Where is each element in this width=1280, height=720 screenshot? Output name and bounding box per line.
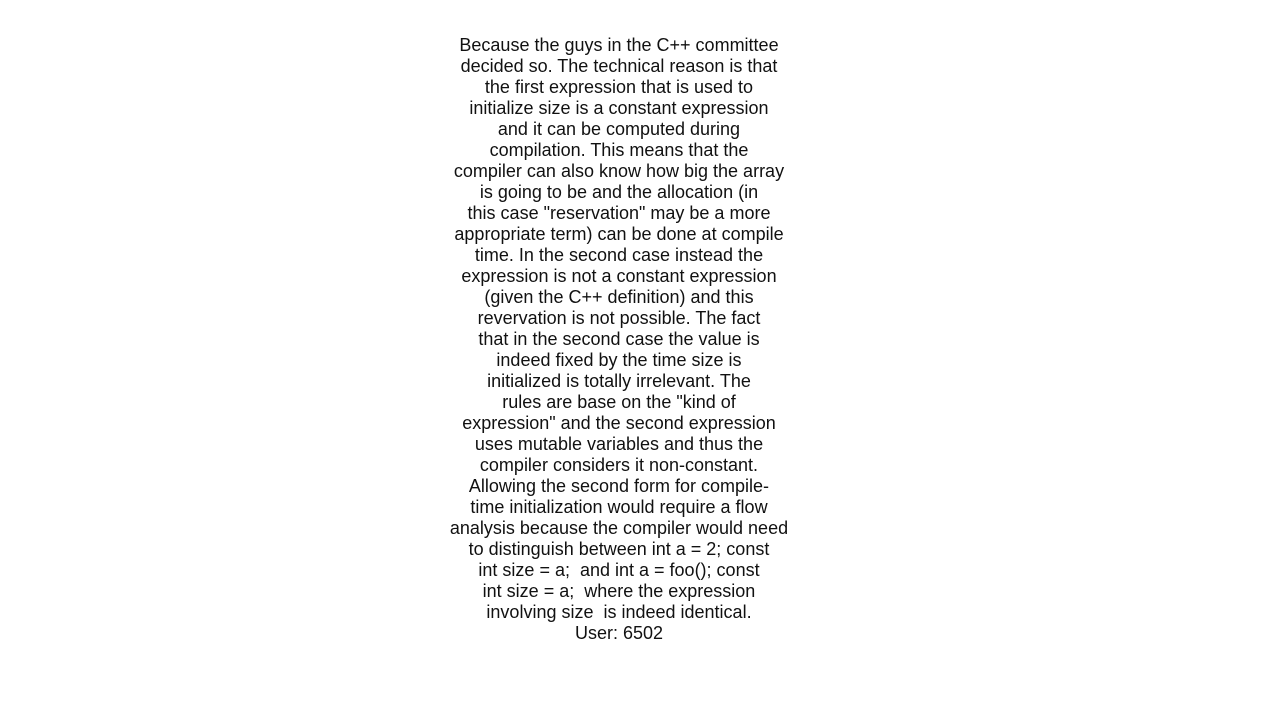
answer-line: involving size is indeed identical.: [486, 602, 752, 622]
answer-line: expression" and the second expression: [462, 413, 776, 433]
answer-line: this case "reservation" may be a more: [467, 203, 771, 223]
answer-line: expression is not a constant expression: [461, 266, 777, 286]
answer-line: (given the C++ definition) and this: [484, 287, 754, 307]
answer-line: time. In the second case instead the: [474, 245, 764, 265]
answer-line: time initialization would require a flow: [470, 497, 768, 517]
answer-line: is going to be and the allocation (in: [479, 182, 759, 202]
answer-line: int size = a; and int a = foo(); const: [478, 560, 760, 580]
answer-line: decided so. The technical reason is that: [460, 56, 778, 76]
answer-line: analysis because the compiler would need: [449, 518, 789, 538]
user-label: User: 6502: [574, 623, 664, 643]
answer-line: and it can be computed during: [497, 119, 741, 139]
answer-line: initialized is totally irrelevant. The: [487, 371, 751, 391]
answer-line: indeed fixed by the time size is: [496, 350, 742, 370]
answer-line: uses mutable variables and thus the: [474, 434, 764, 454]
answer-line: compilation. This means that the: [489, 140, 749, 160]
answer-line: Because the guys in the C++ committee: [459, 35, 779, 55]
answer-line: compiler considers it non-constant.: [479, 455, 759, 475]
answer-line: to distinguish between int a = 2; const: [468, 539, 770, 559]
answer-text-block: [440, 35, 798, 644]
answer-line: appropriate term) can be done at compile: [454, 224, 784, 244]
answer-line: int size = a; where the expression: [482, 581, 756, 601]
answer-line: rules are base on the "kind of: [502, 392, 736, 412]
answer-line: that in the second case the value is: [478, 329, 760, 349]
answer-line: the first expression that is used to: [484, 77, 754, 97]
answer-line: compiler can also know how big the array: [453, 161, 785, 181]
answer-line: initialize size is a constant expression: [469, 98, 769, 118]
answer-line: revervation is not possible. The fact: [477, 308, 761, 328]
answer-line: Allowing the second form for compile-: [468, 476, 770, 496]
